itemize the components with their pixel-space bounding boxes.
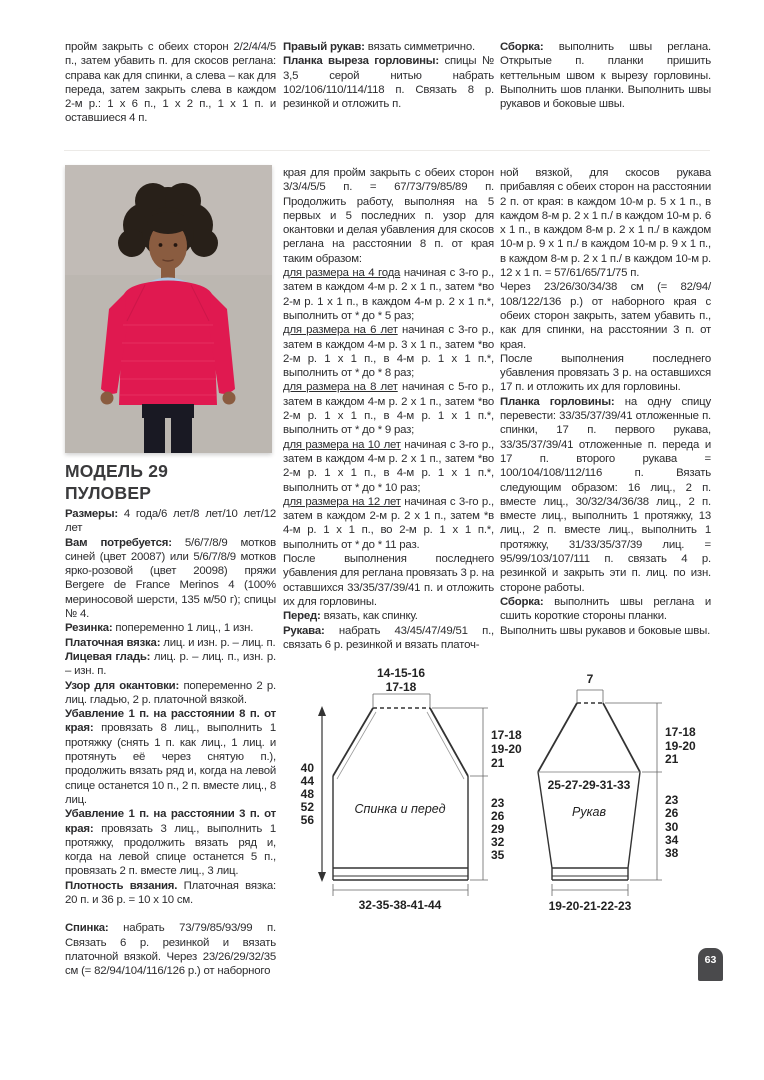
paragraph: Рукава: набрать 43/45/47/49/51 п., связать 6 р. резинкой и вязать платоч- bbox=[283, 624, 494, 651]
paragraph: Планка выреза горловины: спицы № 3,5 серой нитью набрать 102/106/110/114/118 п. Связать 8 р. резинкой и отложить п. bbox=[283, 55, 494, 111]
paragraph: Платочная вязка: лиц. и изн. р. – лиц. п. bbox=[65, 636, 276, 649]
paragraph: Вам потребуется: 5/6/7/8/9 мотков синей (цвет 20087) или 5/6/7/8/9 мотков ярко-розовой (цвет 20098) пряжи Bergere de France Merinos 4 (100% мериносовой шерсти, 135 м/50 г); спицы № 4. bbox=[65, 536, 276, 621]
schematic-sleeve bbox=[518, 650, 764, 920]
paragraph: Резинка: попеременно 1 лиц., 1 изн. bbox=[65, 622, 254, 635]
paragraph: Выполнить швы рукавов и боковые швы. bbox=[500, 624, 711, 637]
paragraph: пройм закрыть с обеих сторон 2/2/4/4/5 п., затем убавить п. для скосов реглана: справа как для спинки, а слева – как для переда, затем закрыть слева в каждом 2-м р.: 1 х 6 п., 1 х 2 п., 1 х 1 п. и оставшиеся 4 п. bbox=[65, 41, 276, 125]
left-hand bbox=[101, 392, 114, 405]
height-label: 56 bbox=[300, 813, 314, 827]
instructions-column-top-2 bbox=[283, 40, 494, 111]
body-height-label: 35 bbox=[491, 848, 505, 862]
raglan-height-label: 21 bbox=[665, 752, 679, 766]
raglan-height-label: 17-18 bbox=[665, 725, 696, 739]
left-paragraphs bbox=[65, 507, 276, 907]
raglan-height-label: 19-20 bbox=[665, 739, 696, 753]
paragraph: для размера на 6 лет начиная с 3-го р., затем в каждом 4-м р. 3 х 1 п., затем *во 2-м р. 1 х 1 п., в 4-м р. 1 х 1 п.*, выполнить от * до * 8 раз; bbox=[283, 324, 494, 380]
schematic-back-front bbox=[280, 650, 523, 915]
paragraph: Убавление 1 п. на расстоянии 8 п. от края: провязать 8 лиц., выполнить 1 протяжку (снять 1 п. как лиц., 1 лиц. и протянуть её через снятую п.), продолжить вязать ряд и, когда на левой спице останется 10 п., 2 п. вместе лиц., 8 лиц. bbox=[65, 708, 276, 806]
sleeve-height-label: 26 bbox=[665, 806, 679, 820]
hair-fringe bbox=[147, 212, 189, 234]
piece-label: Рукав bbox=[572, 805, 606, 819]
paragraph: Убавление 1 п. на расстоянии 3 п. от края: провязать 3 лиц., выполнить 1 протяжку, продолжить вязать ряд и, когда на левой спице останется 5 п., провязать 2 п. вместе лиц., 3 лиц. bbox=[65, 808, 276, 878]
measure-lines bbox=[333, 694, 488, 896]
body-height-label: 29 bbox=[491, 822, 505, 836]
paragraph: После выполнения последнего убавления провязать 3 р. на оставшихся 17 п. и отложить их для горловины. bbox=[500, 352, 711, 394]
body-height-label: 32 bbox=[491, 835, 505, 849]
paragraph: Размеры: 4 года/6 лет/8 лет/10 лет/12 лет bbox=[65, 508, 276, 535]
raglan-height-label: 19-20 bbox=[491, 742, 522, 756]
model-photo-illustration bbox=[65, 165, 272, 453]
instructions-column-left bbox=[65, 507, 276, 979]
height-label: 48 bbox=[300, 787, 314, 801]
right-hand bbox=[223, 392, 236, 405]
paragraph: для размера на 12 лет начиная с 3-го р., затем в каждом 2-м р. 2 х 1 п., затем *в 4-м р. 1 х 1 п., во 2-м р. 1 х 1 п.*, выполнить от * до * 11 раз. bbox=[283, 495, 494, 551]
height-arrow bbox=[318, 706, 326, 882]
height-label: 44 bbox=[300, 774, 314, 788]
paragraph: ной вязкой, для скосов рукава прибавляя с обеих сторон на расстоянии 2 п. от края: в каждом 10-м р. 5 х 1 п., в каждом 8-м р. 2 х 1 п./ в каждом 10-м р. 6 х 1 п., в каждом 8-м р. 2 х 1 п./ в каждом 10-м р. 9 х 1 п./ в каждом 10-м р. 9 х 1 п., в каждом 8-м р. 2 х 1 п./ в каждом 10-м р. 12 х 1 п. = 57/61/65/71/75 п. bbox=[500, 167, 711, 280]
upper-width-label: 25-27-29-31-33 bbox=[547, 778, 631, 792]
sleeve-height-label: 34 bbox=[665, 833, 679, 847]
paragraph: Лицевая гладь: лиц. р. – лиц. п., изн. р. – изн. п. bbox=[65, 650, 276, 678]
paragraph: Правый рукав: вязать симметрично. bbox=[283, 41, 475, 53]
sleeve-height-label: 38 bbox=[665, 846, 679, 860]
measure-lines bbox=[552, 690, 662, 896]
page-number: 63 bbox=[704, 954, 717, 966]
paragraph: края для пройм закрыть с обеих сторон 3/3/4/5/5 п. = 67/73/79/85/89 п. Продолжить работу, выполняя на 5 первых и 5 последних п. узор для окантовки и делая убавления для скосов реглана на расстоянии 8 п. от края таким образом: bbox=[283, 167, 494, 265]
bottom-width-label: 19-20-21-22-23 bbox=[548, 899, 632, 913]
paragraph: Планка горловины: на одну спицу перевести: 33/35/37/39/41 отложенные п. спинки, 17 п. первого рукава, 33/35/37/39/41 отложенные п. переда и 17 п. второго рукава = 100/104/108/112/116 п. Вязать следующим образом: 16 лиц., 2 п. вместе лиц., 30/32/34/36/38 лиц., 2 п. вместе лиц., выполнить 1 протяжку, 13 лиц., 2 п. вместе лиц., выполнить 1 протяжку, 31/33/35/37/39 лиц. = 95/99/103/107/111 п. связать 4 р. резинкой и закрыть эти п. лиц. по изн. стороне работы. bbox=[500, 395, 711, 594]
paragraph: для размера на 4 года начиная с 3-го р., затем в каждом 4-м р. 2 х 1 п., затем *во 2-м р. 1 х 1 п., в каждом 4-м р. 2 х 1 п.*, выполнить от * до * 5 раз; bbox=[283, 267, 494, 322]
left-paragraphs-back bbox=[65, 921, 276, 978]
section-divider bbox=[64, 150, 710, 151]
sleeve-height-label: 30 bbox=[665, 820, 679, 834]
paragraph: Перед: вязать, как спинку. bbox=[283, 610, 418, 623]
paragraph: Узор для окантовки: попеременно 2 р. лиц. гладью, 2 р. платочной вязкой. bbox=[65, 679, 276, 706]
model-title-line1: МОДЕЛЬ 29 bbox=[65, 461, 169, 481]
top-width-label: 17-18 bbox=[385, 680, 417, 694]
paragraph: Плотность вязания. Платочная вязка: 20 п. и 36 р. = 10 х 10 см. bbox=[65, 879, 276, 907]
instructions-column-right bbox=[500, 166, 711, 638]
height-label: 52 bbox=[300, 800, 314, 814]
instructions-column-top-1 bbox=[65, 40, 276, 126]
top-width-label: 7 bbox=[586, 672, 594, 686]
page-number-tab bbox=[698, 948, 723, 981]
height-label: 40 bbox=[300, 761, 314, 775]
paragraph: После выполнения последнего убавления для реглана провязать 3 р. на оставшихся 33/35/37/39/41 п. и отложить их для горловины. bbox=[283, 553, 494, 608]
instructions-column-middle bbox=[283, 166, 494, 652]
back-front-outline bbox=[333, 708, 468, 880]
model-photo bbox=[65, 165, 272, 453]
piece-label: Спинка и перед bbox=[354, 802, 446, 816]
bottom-width-label: 32-35-38-41-44 bbox=[358, 898, 442, 912]
paragraph: Сборка: выполнить швы реглана и сшить короткие стороны планки. bbox=[500, 595, 711, 623]
instructions-column-top-3 bbox=[500, 40, 711, 111]
body-height-label: 26 bbox=[491, 809, 505, 823]
paragraph: Через 23/26/30/34/38 см (= 82/94/ 108/122/136 р.) от наборного края с обеих сторон закрыть, затем убавить п., как для спинки, на расстоянии 3 п. от края. bbox=[500, 281, 711, 351]
paragraph: Спинка: набрать 73/79/85/93/99 п. Связать 6 р. резинкой и вязать платочной вязкой. Через 23/26/29/32/35 см (= 82/94/104/116/126 р.) от наборного bbox=[65, 922, 276, 978]
raglan-height-label: 17-18 bbox=[491, 728, 522, 742]
paragraph: для размера на 10 лет начиная с 3-го р., затем в каждом 4-м р. 2 х 1 п., затем *во 2-м р. 1 х 1 п., в 4-м р. 1 х 1 п.*, выполнить от * до * 10 раз; bbox=[283, 438, 494, 494]
paragraph: для размера на 8 лет начиная с 5-го р., затем в каждом 4-м р. 2 х 1 п., затем *во 2-м р. 1 х 1 п., в 4-м р. 1 х 1 п.*, выполнить от * до * 9 раз; bbox=[283, 381, 494, 437]
model-title-line2: ПУЛОВЕР bbox=[65, 483, 152, 503]
top-width-label: 14-15-16 bbox=[376, 666, 426, 680]
body-height-label: 23 bbox=[491, 796, 505, 810]
sleeve-height-label: 23 bbox=[665, 793, 679, 807]
page-title bbox=[65, 460, 168, 504]
raglan-height-label: 21 bbox=[491, 756, 505, 770]
paragraph: Сборка: выполнить швы реглана. Открытые п. планки пришить кеттельным швом к вырезу горловины. Выполнить шов планки. Выполнить швы рукавов и боковые швы. bbox=[500, 41, 711, 111]
